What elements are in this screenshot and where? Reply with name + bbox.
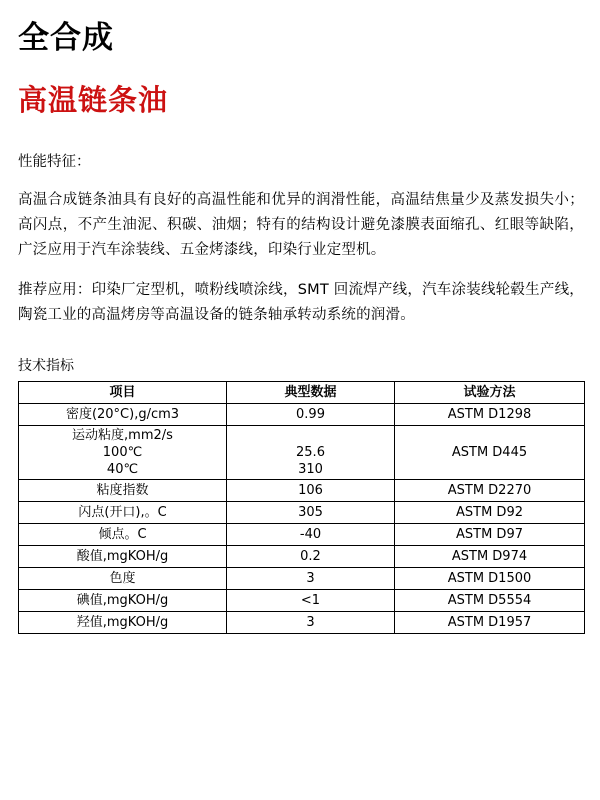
cell-value-line2: 25.6 bbox=[296, 444, 325, 460]
table-header-value: 典型数据 bbox=[227, 381, 395, 403]
cell-value: 3 bbox=[227, 567, 395, 589]
cell-value: 0.99 bbox=[227, 403, 395, 425]
cell-value: 106 bbox=[227, 479, 395, 501]
table-row bbox=[19, 501, 585, 523]
features-paragraph: 高温合成链条油具有良好的高温性能和优异的润滑性能，高温结焦量少及蒸发损失小；高闪点，不产生油泥、积碳、油烟；特有的结构设计避免漆膜表面缩孔、红眼等缺陷，广泛应用于汽车涂装线、五金烤漆线，印染行业定型机。 bbox=[18, 191, 584, 259]
cell-item-line2: 100℃ bbox=[102, 444, 143, 460]
cell-item: 闪点(开口),。C bbox=[19, 501, 227, 523]
cell-method: ASTM D92 bbox=[395, 501, 585, 523]
table-row bbox=[19, 589, 585, 611]
table-header-method: 试验方法 bbox=[395, 381, 585, 403]
table-row bbox=[19, 425, 585, 479]
cell-method: ASTM D5554 bbox=[395, 589, 585, 611]
cell-item: 粘度指数 bbox=[19, 479, 227, 501]
cell-value bbox=[227, 425, 395, 479]
features-label: 性能特征： bbox=[18, 153, 91, 170]
page-title: 全合成 bbox=[18, 20, 114, 56]
cell-value: <1 bbox=[227, 589, 395, 611]
cell-method: ASTM D97 bbox=[395, 523, 585, 545]
table-row bbox=[19, 545, 585, 567]
tech-specs-table bbox=[18, 381, 585, 634]
cell-method: ASTM D1957 bbox=[395, 611, 585, 633]
cell-value: -40 bbox=[227, 523, 395, 545]
cell-value: 0.2 bbox=[227, 545, 395, 567]
table-row bbox=[19, 611, 585, 633]
cell-item: 羟值,mgKOH/g bbox=[19, 611, 227, 633]
cell-method: ASTM D2270 bbox=[395, 479, 585, 501]
cell-item-line1: 运动粘度,mm2/s bbox=[72, 427, 173, 443]
cell-item: 倾点。C bbox=[19, 523, 227, 545]
cell-item: 密度(20°C),g/cm3 bbox=[19, 403, 227, 425]
table-row bbox=[19, 479, 585, 501]
cell-value-line3: 310 bbox=[298, 461, 323, 477]
cell-item: 色度 bbox=[19, 567, 227, 589]
cell-item-line3: 40℃ bbox=[106, 461, 139, 477]
cell-method: ASTM D1298 bbox=[395, 403, 585, 425]
table-row bbox=[19, 403, 585, 425]
cell-value: 3 bbox=[227, 611, 395, 633]
cell-item bbox=[19, 425, 227, 479]
table-row bbox=[19, 523, 585, 545]
cell-item: 碘值,mgKOH/g bbox=[19, 589, 227, 611]
table-row bbox=[19, 567, 585, 589]
cell-method: ASTM D974 bbox=[395, 545, 585, 567]
cell-method: ASTM D445 bbox=[395, 425, 585, 479]
applications-paragraph: 推荐应用：印染厂定型机，喷粉线喷涂线，SMT 回流焊产线，汽车涂装线轮毂生产线，陶瓷工业的高温烤房等高温设备的链条轴承转动系统的润滑。 bbox=[18, 281, 584, 324]
tech-specs-label: 技术指标 bbox=[18, 357, 74, 374]
cell-method: ASTM D1500 bbox=[395, 567, 585, 589]
cell-item: 酸值,mgKOH/g bbox=[19, 545, 227, 567]
table-header-item: 项目 bbox=[19, 381, 227, 403]
page-subtitle: 高温链条油 bbox=[18, 83, 169, 118]
table-header-row bbox=[19, 381, 585, 403]
cell-value: 305 bbox=[227, 501, 395, 523]
